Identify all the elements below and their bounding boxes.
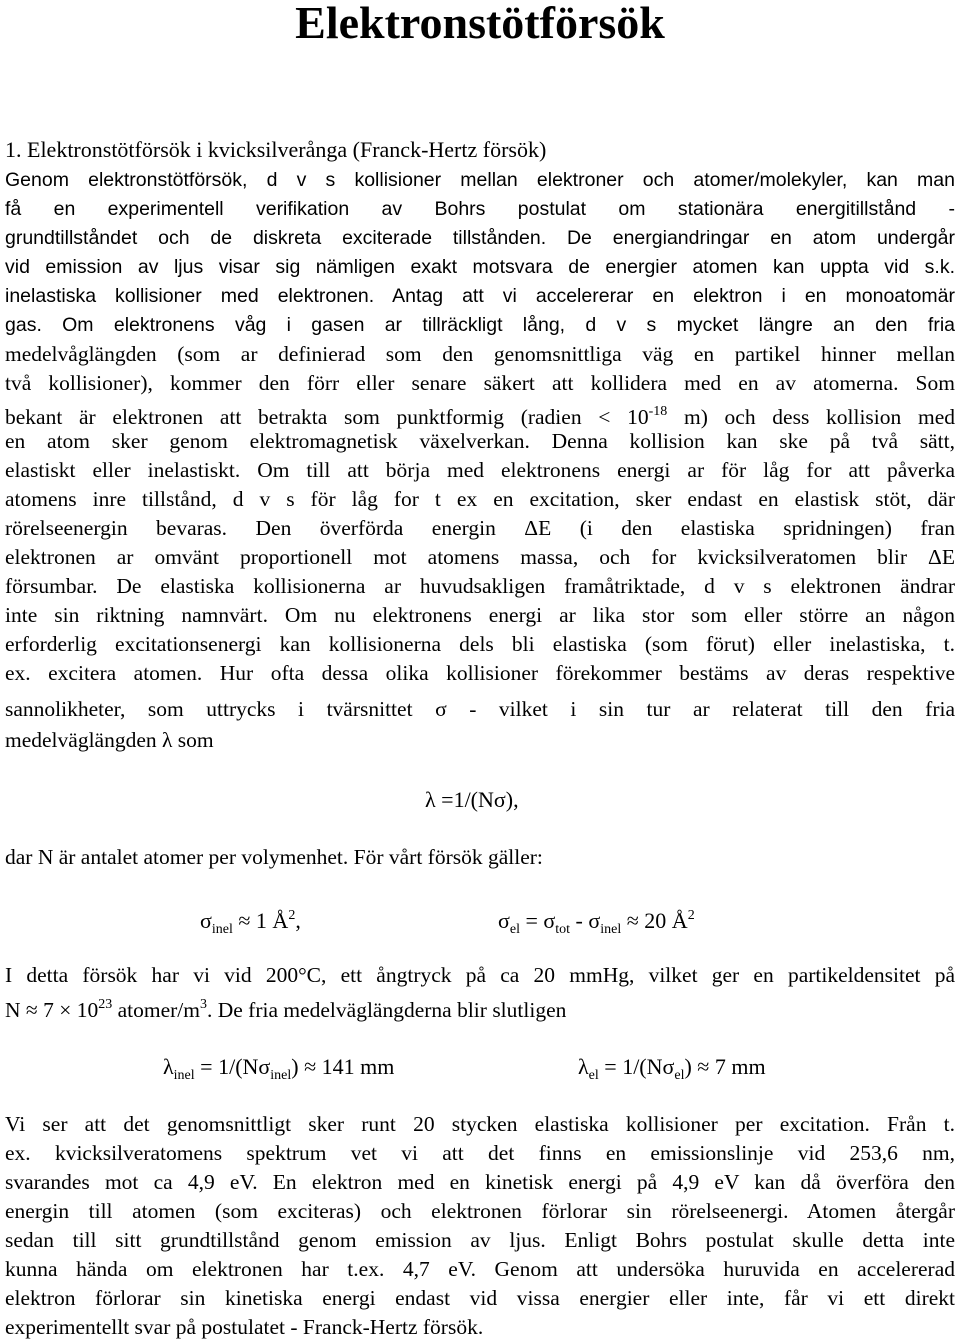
text-line: vid emission av ljus visar sig nämligen exakt motsvara de energier atomen kan uppta vid s.k. <box>5 256 955 278</box>
text-line-density: $N \approx 7 \times 10^{23}$ atomer/$m^3$. De fria medelväglängderna blir slutligen <box>5 997 567 1022</box>
text-line: försumbar. De elastiska kollisionerna ar huvudsakligen framåtriktade, d v s elektronen ändrar <box>5 574 955 598</box>
text-line: dar N är antalet atomer per volymenhet. För vårt försök gäller: <box>5 845 543 869</box>
text-line: en atom sker genom elektromagnetisk växelverkan. Denna kollision kan ske på två sätt, <box>5 429 955 453</box>
text-line: medelvåglängden (som ar definierad som den genomsnittliga väg en partikel hinner mellan <box>5 342 955 366</box>
text-line: erforderlig excitationsenergi kan kollisionerna dels bli elastiska (som förut) eller inelastiska, t. <box>5 632 955 656</box>
text-line: två kollisioner), kommer den förr eller senare säkert att kollidera med en av atomerna. Som <box>5 371 955 395</box>
text-line: Genom elektronstötförsök, d v s kollisioner mellan elektroner och atomer/molekyler, kan man <box>5 169 955 191</box>
page-title: Elektronstötförsök <box>295 0 665 48</box>
text-line: få en experimentell verifikation av Bohrs postulat om stationära energitillstånd - <box>5 198 955 220</box>
text-line: inelastiska kollisioner med elektronen. Antag att vi accelererar en elektron i en monoatomär <box>5 285 955 307</box>
text-line: sedan till sitt grundtillstånd genom emission av ljus. Enligt Bohrs postulat skulle detta inte <box>5 1228 955 1252</box>
text-line: energin till atomen (som exciteras) och elektronen förlorar sin rörelseenergi. Atomen återgår <box>5 1199 955 1223</box>
text-line: elektronen ar omvänt proportionell mot atomens massa, och for kvicksilveratomen blir ΔE <box>5 545 955 569</box>
text-line: grundtillståndet och de diskreta exciterade tillstånden. De energiandringar en atom undergår <box>5 227 955 249</box>
text-line: medelväglängden λ som <box>5 728 214 752</box>
text-line: gas. Om elektronens våg i gasen ar tillräckligt lång, d v s mycket längre an den fria <box>5 314 955 336</box>
text-line: elektron förlorar sin kinetiska energi endast vid vissa energier eller inte, får vi ett direkt <box>5 1286 955 1310</box>
text-line: kunna hända om elektronen har t.ex. 4,7 eV. Genom att undersöka huruvida en accelererad <box>5 1257 955 1281</box>
text-line: experimentellt svar på postulatet - Franck-Hertz försök. <box>5 1315 484 1339</box>
formula-sigma-inel: $\sigma_{inel} \approx 1$ $Å^2$, <box>200 908 301 937</box>
text-line: svarandes mot ca 4,9 eV. En elektron med en kinetisk energi på 4,9 eV kan då överföra den <box>5 1170 955 1194</box>
text-line: I detta försök har vi vid 200°C, ett ångtryck på ca 20 mmHg, vilket ger en partikeldensitet på <box>5 963 955 987</box>
formula-mean-free-path: λ =1/(Nσ), <box>425 787 519 812</box>
text-line-radius: bekant är elektronen att betrakta som punktformig (radien < $10^{-18}$ m) och dess kollision med <box>5 404 955 429</box>
section-heading: 1. Elektronstötförsök i kvicksilverånga (Franck-Hertz försök) <box>5 137 547 162</box>
text-line: atomens inre tillstånd, d v s för låg for t ex en excitation, sker endast en elastisk stöt, där <box>5 487 955 511</box>
formula-lambda-el: $\lambda_{el} = 1/(N\sigma_{el}) \approx 7$ mm <box>578 1054 766 1083</box>
formula-sigma-el: $\sigma_{el} = \sigma_{tot} - \sigma_{inel} \approx 20$ $Å^2$ <box>498 908 695 937</box>
text-line: ex. kvicksilveratomens spektrum vet vi att det finns en emissionslinje vid 253,6 nm, <box>5 1141 955 1165</box>
text-line: Vi ser att det genomsnittligt sker runt 20 stycken elastiska kollisioner per excitation. Från t. <box>5 1112 955 1136</box>
text-line: sannolikheter, som uttrycks i tvärsnittet σ - vilket i sin tur ar relaterat till den fria <box>5 697 955 721</box>
formula-lambda-inel: $\lambda_{inel} = 1/(N\sigma_{inel}) \approx 141$ mm <box>163 1054 395 1083</box>
text-line: ex. excitera atomen. Hur ofta dessa olika kollisioner förekommer bestäms av deras respektive <box>5 661 955 685</box>
text-line: rörelseenergin bevaras. Den överförda energin ΔE (i den elastiska spridningen) fran <box>5 516 955 540</box>
text-line: elastiskt eller inelastiskt. Om till att börja med elektronens energi ar för låg for att påverka <box>5 458 955 482</box>
text-line: inte sin riktning namnvärt. Om nu elektronens energi ar lika stor som eller större an någon <box>5 603 955 627</box>
